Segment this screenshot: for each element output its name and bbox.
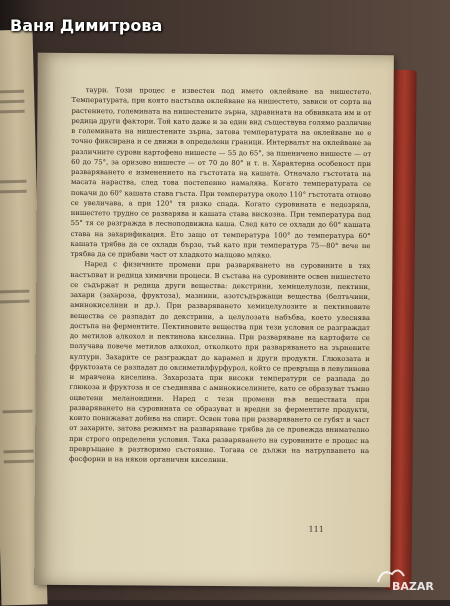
- bazar-logo-icon: [372, 560, 444, 594]
- text-fragment: [0, 190, 27, 194]
- paragraph-1: таури. Този процес е известен под името оклейване на нишестето. Температурата, при която настъпва оклейване на нишестето, зависи от сорта на растението, големината на нишестените зърна, здравината на обвивката им и от редица други фактори. Той като даже и за един вид съществува голямо различие в големината на нишестените зърна, затова температурата на оклейване не е точно фиксирана и се движи в определени граници. Интервалът на оклейване за различните сурови картофено нишесте — 55 до 65°, за пшеничено нишесте — от 60 до 75°, за оризово нишесте — от 70 до 80° и т. н. Характерна особеност при разваряването е изменението на гъстотата на кашата. Отначало гъстотата на масата нараства, след това постепенно намалява. Когато температурата се покачи до 60° кашата става гъста. При температура около 110° гъстотата отново се увеличава, а при 120° тя рязко спада. Когато суровината е недозряла, нишестето трудно се разварява и кашата става вискозна. При температура под 55° тя се разгражда в лесноподвижна каша. След като се охлади до 60° кашата става на захарификация. Ето защо от температура 100° до температура 60° кашата трябва да се охлади бързо, тъй като при температура 75—80° вече не трябва да се прибави част от хладкото малцово мляко.: [70, 86, 372, 260]
- text-fragment: [0, 110, 25, 114]
- page-body: [69, 85, 372, 466]
- text-fragment: [0, 300, 30, 304]
- svg-text:BAZAR: BAZAR: [392, 580, 434, 593]
- text-fragment: [3, 450, 33, 454]
- text-fragment: [0, 290, 29, 294]
- page-number: 111: [308, 524, 324, 534]
- seller-name: Ваня Димитрова: [10, 16, 163, 35]
- text-fragment: [0, 180, 26, 184]
- book-page: [34, 53, 394, 587]
- text-fragment: [2, 410, 32, 414]
- text-fragment: [0, 100, 24, 104]
- text-fragment: [4, 460, 34, 464]
- paragraph-2: Наред с физичните промени при разваряването на суровините в тях настъпват и редица химични процеси. В състава на суровините освен нишестето се съдържат и редица други вещества: декстрини, хемицелулози, пектини, захари (захароза, фруктоза), мазнини, азотсъдържащи вещества (белтъчини, аминокиселини и др.). При разваряването хемицелулозите и пектиновите вещества се разпадат до декстрини, а целулозата набъбва, което улеснява достъпа на ферментите. Пектиновите вещества при тези условия се разграждат до метилов алкохол и пектинова киселина. При разваряване на картофите се получава повече метилов алкохол, отколкото при разваряването на зърнените култури. Захарите се разграждат до карамел и други продукти. Глюкозата и фруктозата се разпадат до оксиметилфурфурол, който се превръща в левулинова и мравчена киселина. Захарозата при високи температури се разпада до глюкоза и фруктоза и се съединява с аминокиселините, като се образуват тъмно оцветени меланоидини. Наред с тези промени във веществата при разваряването на суровината се образуват и вредни за ферментите продукти, които понижават добива на спирт. Освен това при разваряването се губят и част от захарите, затова режимът на разваряване трябва да се провежда внимателно при строго определени условия. Така разваряването на суровините е процес на превръщане в разтворимо състояние. Тогава се дължи на натрупването на фосфорни и на някои органични киселини.: [68, 260, 371, 465]
- text-fragment: [0, 90, 24, 94]
